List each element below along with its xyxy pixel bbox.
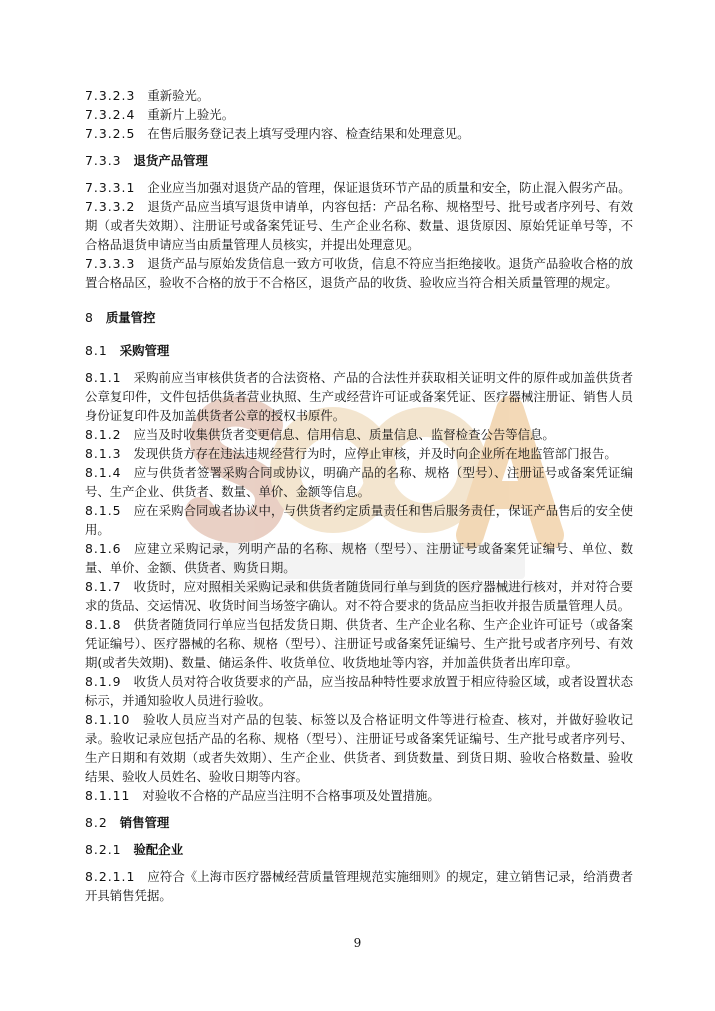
clause-number: 8.2.1.1 xyxy=(85,869,136,884)
clause-paragraph xyxy=(85,368,633,425)
clause-text: 对验收不合格的产品应当注明不合格事项及处置措施。 xyxy=(142,788,440,803)
clause-paragraph xyxy=(85,254,633,292)
clause-number: 7.3.3.2 xyxy=(85,199,136,214)
clause-number: 8.1.4 xyxy=(85,465,122,480)
clause-number: 8.1.3 xyxy=(85,446,122,461)
clause-number: 8 xyxy=(85,310,94,325)
clause-text: 发现供货方存在违法违规经营行为时，应停止审核，并及时向企业所在地监管部门报告。 xyxy=(133,446,617,461)
clause-paragraph xyxy=(85,501,633,539)
clause-text: 应与供货者签署采购合同或协议，明确产品的名称、规格（型号）、注册证号或备案凭证编号、生产企业、供货者、数量、单价、金额等信息。 xyxy=(85,465,633,499)
section-heading xyxy=(85,813,633,832)
heading-text: 采购管理 xyxy=(119,343,170,358)
clause-text: 企业应当加强对退货产品的管理，保证退货环节产品的质量和安全，防止混入假劣产品。 xyxy=(147,180,631,195)
clause-text: 退货产品应当填写退货申请单，内容包括：产品名称、规格型号、批号或者序列号、有效期（或者失效期）、注册证号或备案凭证号、生产企业名称、数量、退货原因、原始凭证单号等，不合格品退货申请应当由质量管理人员核实，并提出处理意见。 xyxy=(85,199,633,252)
clause-number: 8.1.7 xyxy=(85,579,122,594)
heading-text: 质量管控 xyxy=(105,310,156,325)
clause-paragraph xyxy=(85,786,633,805)
clause-text: 应建立采购记录，列明产品的名称、规格（型号）、注册证号或备案凭证编号、单位、数量、单价、金额、供货者、购货日期。 xyxy=(85,541,633,575)
clause-number: 7.3.2.3 xyxy=(85,88,136,103)
clause-paragraph xyxy=(85,672,633,710)
clause-number: 8.1.5 xyxy=(85,503,122,518)
clause-number: 8.1.8 xyxy=(85,617,122,632)
clause-paragraph xyxy=(85,86,633,105)
clause-number: 7.3.3.1 xyxy=(85,180,136,195)
clause-paragraph xyxy=(85,197,633,254)
clause-number: 8.1 xyxy=(85,343,108,358)
clause-text: 在售后服务登记表上填写受理内容、检查结果和处理意见。 xyxy=(147,126,470,141)
clause-paragraph xyxy=(85,463,633,501)
document-body xyxy=(85,86,633,905)
heading-text: 销售管理 xyxy=(119,815,170,830)
clause-number: 8.1.6 xyxy=(85,541,122,556)
clause-text: 验收人员应当对产品的包装、标签以及合格证明文件等进行检查、核对，并做好验收记录。验收记录应包括产品的名称、规格（型号）、注册证号或备案凭证编号、生产批号或者序列号、生产日期和有效期（或者失效期）、生产企业、供货者、到货数量、到货日期、验收合格数量、验收结果、验收人员姓名、验收日期等内容。 xyxy=(85,712,633,784)
heading-text: 验配企业 xyxy=(133,842,184,857)
clause-number: 8.2 xyxy=(85,815,108,830)
clause-paragraph xyxy=(85,867,633,905)
clause-number: 8.1.9 xyxy=(85,674,122,689)
clause-number: 7.3.2.5 xyxy=(85,126,136,141)
clause-number: 7.3.3.3 xyxy=(85,256,136,271)
clause-number: 8.2.1 xyxy=(85,842,122,857)
clause-paragraph xyxy=(85,425,633,444)
clause-number: 7.3.3 xyxy=(85,153,122,168)
clause-text: 应当及时收集供货者变更信息、信用信息、质量信息、监督检查公告等信息。 xyxy=(133,427,555,442)
page-number: 9 xyxy=(353,936,362,950)
clause-number: 8.1.10 xyxy=(85,712,131,727)
clause-text: 重新片上验光。 xyxy=(147,107,235,122)
clause-text: 采购前应当审核供货者的合法资格、产品的合法性并获取相关证明文件的原件或加盖供货者公章复印件，文件包括供货者营业执照、生产或经营许可证或备案凭证、医疗器械注册证、销售人员身份证复印件及加盖供货者公章的授权书原件。 xyxy=(85,370,633,423)
heading-text: 退货产品管理 xyxy=(133,153,208,168)
clause-paragraph xyxy=(85,105,633,124)
clause-text: 退货产品与原始发货信息一致方可收货，信息不符应当拒绝接收。退货产品验收合格的放置合格品区，验收不合格的放于不合格区，退货产品的收货、验收应当符合相关质量管理的规定。 xyxy=(85,256,633,290)
clause-paragraph xyxy=(85,444,633,463)
clause-text: 应在采购合同或者协议中，与供货者约定质量责任和售后服务责任，保证产品售后的安全使用。 xyxy=(85,503,633,537)
clause-number: 8.1.2 xyxy=(85,427,122,442)
clause-text: 收货人员对符合收货要求的产品，应当按品种特性要求放置于相应待验区域，或者设置状态标示，并通知验收人员进行验收。 xyxy=(85,674,633,708)
clause-paragraph xyxy=(85,577,633,615)
clause-paragraph xyxy=(85,178,633,197)
clause-paragraph xyxy=(85,710,633,786)
section-heading xyxy=(85,308,633,327)
clause-paragraph xyxy=(85,539,633,577)
section-heading xyxy=(85,151,633,170)
clause-text: 应符合《上海市医疗器械经营质量管理规范实施细则》的规定，建立销售记录，给消费者开具销售凭据。 xyxy=(85,869,633,903)
clause-text: 收货时，应对照相关采购记录和供货者随货同行单与到货的医疗器械进行核对，并对符合要求的货品、交运情况、收货时间当场签字确认。对不符合要求的货品应当拒收并报告质量管理人员。 xyxy=(85,579,633,613)
section-heading xyxy=(85,840,633,859)
clause-paragraph xyxy=(85,615,633,672)
clause-number: 8.1.1 xyxy=(85,370,122,385)
clause-number: 7.3.2.4 xyxy=(85,107,136,122)
clause-paragraph xyxy=(85,124,633,143)
section-heading xyxy=(85,341,633,360)
clause-text: 重新验光。 xyxy=(147,88,210,103)
clause-text: 供货者随货同行单应当包括发货日期、供货者、生产企业名称、生产企业许可证号（或备案凭证编号）、医疗器械的名称、规格（型号）、注册证号或备案凭证编号、生产批号或者序列号、有效期(或者失效期)、数量、储运条件、收货单位、收货地址等内容，并加盖供货者出库印章。 xyxy=(85,617,633,670)
clause-number: 8.1.11 xyxy=(85,788,131,803)
